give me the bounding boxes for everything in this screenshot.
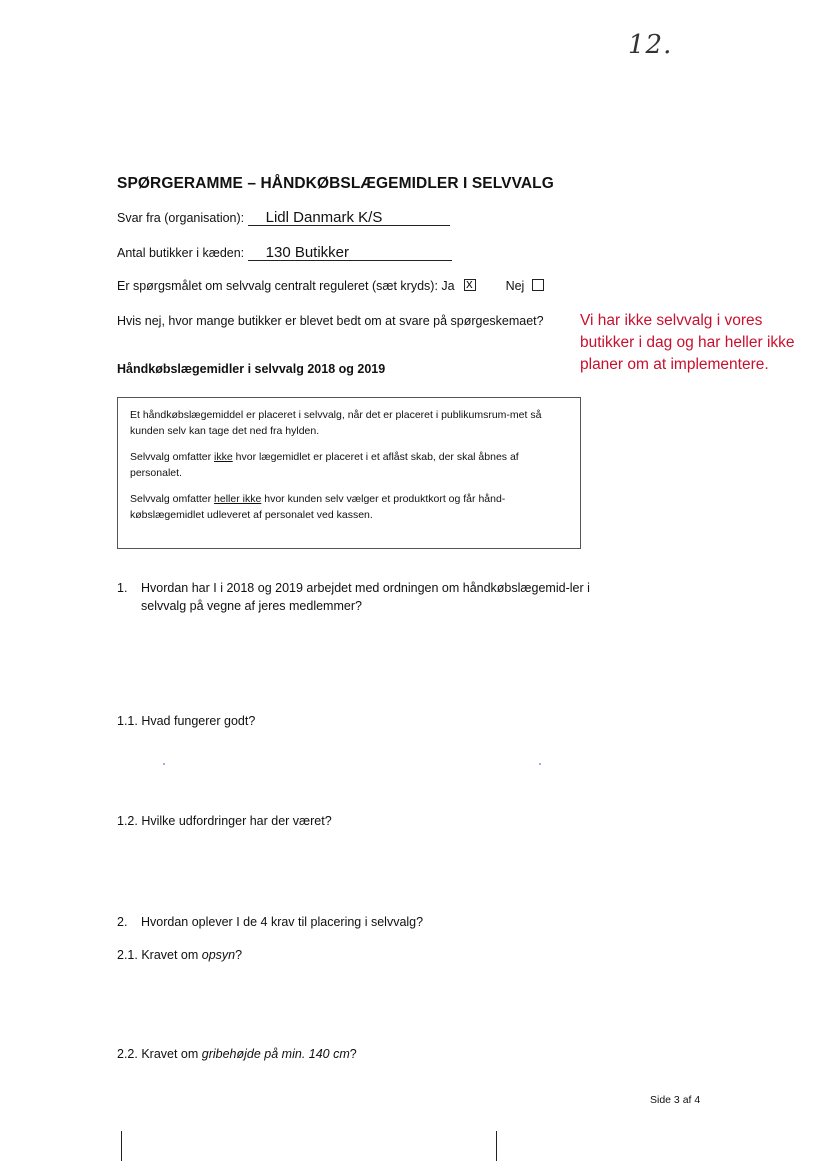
question-1-text: Hvordan har I i 2018 og 2019 arbejdet med ordningen om håndkøbslægemid-ler i selvvalg på vegne af jeres medlemmer? [141,581,590,613]
underlined-ikke: ikke [214,451,233,463]
yes-checkbox [464,276,476,291]
red-note-line-2: butikker i dag og har heller ikke [580,334,795,351]
question-2-number: 2. [117,915,128,929]
question-1-number: 1. [117,581,128,595]
underlined-heller-ikke: heller ikke [214,493,262,505]
question-2-2: 2.2. Kravet om gribehøjde på min. 140 cm? [117,1047,357,1061]
stores-field [117,245,452,261]
red-note-line-1: Vi har ikke selvvalg i vores [580,312,763,329]
central-regulation-label: Er spørgsmålet om selvvalg centralt reguleret (sæt kryds): Ja [117,279,455,293]
question-2 [117,913,423,931]
definition-box [117,397,581,549]
organisation-field [117,210,450,226]
definition-paragraph-2: Selvvalg omfatter ikke hvor lægemidlet er placeret i et aflåst skab, der skal åbnes af personalet. [130,451,519,479]
scan-edge-mark-left [121,1131,122,1161]
organisation-value: Lidl Danmark K/S [248,210,450,226]
page-title: SPØRGERAMME – HÅNDKØBSLÆGEMIDLER I SELVVALG [117,175,554,192]
emphasis-gribehojde: gribehøjde på min. 140 cm [201,1047,350,1061]
no-label: Nej [505,279,525,293]
scan-edge-mark-right [496,1131,497,1161]
definition-paragraph-1: Et håndkøbslægemiddel er placeret i selvvalg, når det er placeret i publikumsrum-met så kunden selv kan tage det ned fra hylden. [130,409,542,437]
yes-check-mark: x [466,276,473,291]
emphasis-opsyn: opsyn [201,948,236,962]
central-regulation-question [117,276,544,293]
question-1 [117,579,607,615]
no-checkbox [532,279,544,291]
handwritten-page-mark: 12. [628,30,673,60]
question-1-2: 1.2. Hvilke udfordringer har der været? [117,814,332,828]
section-heading: Håndkøbslægemidler i selvvalg 2018 og 2019 [117,362,386,376]
question-2-text: Hvordan oplever I de 4 krav til placering i selvvalg? [141,915,424,929]
if-no-question: Hvis nej, hvor mange butikker er blevet bedt om at svare på spørgeskemaet? [117,314,544,328]
question-2-1: 2.1. Kravet om opsyn? [117,948,243,962]
red-handwritten-note [580,310,795,376]
scan-speck [539,763,541,765]
scan-speck [163,763,165,765]
organisation-label: Svar fra (organisation): [117,211,245,225]
red-note-line-3: planer om at implementere. [580,356,769,373]
stores-value: 130 Butikker [248,245,452,261]
page-footer: Side 3 af 4 [650,1094,701,1106]
stores-label: Antal butikker i kæden: [117,246,245,260]
question-1-1: 1.1. Hvad fungerer godt? [117,714,256,728]
definition-paragraph-3: Selvvalg omfatter heller ikke hvor kunden selv vælger et produktkort og får hånd-købslægemidlet udleveret af personalet ved kassen. [130,493,506,521]
